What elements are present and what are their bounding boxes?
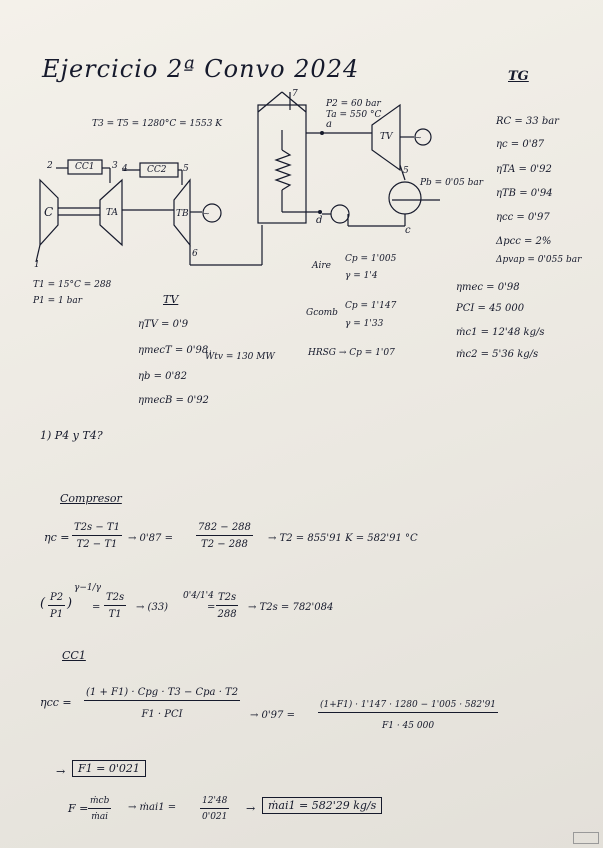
- eq1-den2: T2 − 288: [201, 539, 248, 550]
- tg-param: ηTB = 0'94: [496, 188, 553, 199]
- node-4: 4: [122, 164, 128, 174]
- tg-param: ηTA = 0'92: [496, 164, 552, 175]
- cc1-heading: CC1: [62, 649, 86, 662]
- eq4-frac2: [200, 796, 229, 822]
- tg-param: Δpvap = 0'055 bar: [496, 255, 582, 265]
- node-c: c: [405, 225, 411, 236]
- eq2-frac2: [104, 592, 126, 620]
- aire-label: Aire: [312, 261, 332, 271]
- eq2-num: P2: [48, 592, 65, 606]
- compressor-label: C: [44, 205, 54, 219]
- svg-text:~: ~: [203, 209, 210, 218]
- aire-gamma: γ = 1'4: [345, 271, 378, 281]
- gcomb-label: Gcomb: [306, 308, 338, 318]
- eq4-arrow: → ṁai1 =: [128, 802, 177, 813]
- ta-label: TA: [106, 208, 119, 218]
- tv-label: TV: [380, 132, 393, 142]
- condenser: [389, 182, 421, 214]
- tg-param: ηc = 0'87: [496, 139, 545, 150]
- eq2-eq: =: [207, 602, 216, 613]
- eq1-frac1: [72, 522, 122, 550]
- cc1-label: CC1: [75, 162, 95, 172]
- node-5-tv: 5: [403, 166, 409, 176]
- eq2-exponent2: 0'4/1'4: [183, 591, 214, 601]
- eq2-frac3: [216, 592, 238, 620]
- eq1-den1: T2 − T1: [76, 539, 118, 550]
- eq4-num: ṁcb: [88, 796, 111, 809]
- t1-line: T1 = 15°C = 288: [33, 280, 112, 290]
- eq2-num2: T2s: [104, 592, 126, 606]
- f1-result-box: F1 = 0'021: [72, 760, 146, 777]
- gcomb-cp: Cp = 1'147: [345, 301, 397, 311]
- eq2-arrow: → (33): [136, 602, 169, 613]
- tv-heading: TV: [163, 293, 179, 306]
- tg-param: ṁc1 = 12'48 kg/s: [456, 327, 545, 338]
- eq1-arrow1: → 0'87 =: [128, 533, 173, 544]
- tg-param: Δpcc = 2%: [496, 236, 552, 247]
- tg-heading: TG: [508, 69, 529, 84]
- eq3-num: (1 + F1) · Cpg · T3 − Cpa · T2: [84, 687, 240, 701]
- eq4-lhs: F =: [68, 802, 89, 815]
- f1-arrow: →: [56, 765, 66, 778]
- node-d: d: [316, 215, 323, 226]
- eq2-mid: =: [92, 602, 101, 613]
- eq4-arrow2: →: [246, 802, 256, 815]
- steam-pressure: P2 = 60 bar: [326, 99, 381, 109]
- mai-result-box: ṁai1 = 582'29 kg/s: [262, 797, 382, 814]
- eq2-exponent: γ−1/γ: [74, 583, 102, 593]
- eq3-lhs: ηcc =: [40, 696, 72, 709]
- tg-param: ṁc2 = 5'36 kg/s: [456, 349, 539, 360]
- tv-param: ηTV = 0'9: [138, 319, 189, 330]
- steam-temp: Ta = 550 °C: [326, 110, 382, 120]
- svg-text:~: ~: [415, 133, 422, 142]
- eq1-num2: 782 − 288: [196, 522, 253, 536]
- hrsg-cp: HRSG → Cp = 1'07: [308, 348, 395, 358]
- eq4-den2: 0'021: [202, 812, 228, 822]
- eq2-result: → T2s = 782'084: [248, 602, 334, 613]
- tv-param: ηmecT = 0'98: [138, 345, 209, 356]
- aire-cp: Cp = 1'005: [345, 254, 397, 264]
- eq3-arrow: → 0'97 =: [250, 710, 295, 721]
- eq2-den: P1: [50, 609, 64, 620]
- eq3-frac2: [318, 700, 498, 731]
- node-1: 1: [34, 260, 40, 270]
- t3-line: T3 = T5 = 1280°C = 1553 K: [92, 119, 223, 129]
- eq1-lhs: ηc =: [44, 531, 70, 544]
- node-7: 7: [292, 89, 298, 99]
- node-2: 2: [47, 161, 53, 171]
- eq2-close-paren: ): [67, 596, 73, 611]
- eq4-frac1: [88, 796, 111, 822]
- eq1-frac2: [196, 522, 253, 550]
- eq3-num2: (1+F1) · 1'147 · 1280 − 1'005 · 582'91: [318, 700, 498, 713]
- pump: [331, 205, 349, 223]
- tg-param: ηcc = 0'97: [496, 212, 550, 223]
- eq2-den3: 288: [217, 609, 237, 620]
- page-title: Ejercicio 2ª Convo 2024: [42, 55, 360, 83]
- tv-param: ηmecB = 0'92: [138, 395, 209, 406]
- tv-param: ηb = 0'82: [138, 371, 187, 382]
- node-3: 3: [112, 161, 118, 171]
- wtv-value: Ẇtv = 130 MW: [205, 352, 275, 362]
- eq3-den: F1 · PCI: [141, 709, 183, 720]
- tg-param: PCI = 45 000: [456, 303, 525, 314]
- eq3-den2: F1 · 45 000: [382, 721, 435, 731]
- eq4-den: ṁai: [91, 812, 109, 822]
- eq4-num2: 12'48: [200, 796, 229, 809]
- eq3-frac1: [84, 687, 240, 720]
- node-a: a: [326, 119, 332, 130]
- tb-label: TB: [176, 209, 189, 219]
- eq2-den2: T1: [108, 609, 122, 620]
- eq2-open-paren: (: [40, 596, 46, 611]
- tg-param: RC = 33 bar: [496, 116, 559, 127]
- question-1: 1) P4 y T4?: [40, 429, 103, 442]
- eq1-result: → T2 = 855'91 K = 582'91 °C: [268, 533, 418, 544]
- cc2-label: CC2: [147, 165, 167, 175]
- condenser-pressure: Pb = 0'05 bar: [420, 178, 484, 188]
- eq2-frac1: [48, 592, 65, 620]
- eq2-num3: T2s: [216, 592, 238, 606]
- eq1-num1: T2s − T1: [72, 522, 122, 536]
- p1-line: P1 = 1 bar: [33, 296, 83, 306]
- node-6: 6: [192, 249, 198, 259]
- node-5: 5: [183, 164, 189, 174]
- tg-param: ηmec = 0'98: [456, 282, 520, 293]
- scanner-stamp: [573, 832, 599, 844]
- gcomb-gamma: γ = 1'33: [345, 319, 384, 329]
- compresor-heading: Compresor: [60, 492, 122, 505]
